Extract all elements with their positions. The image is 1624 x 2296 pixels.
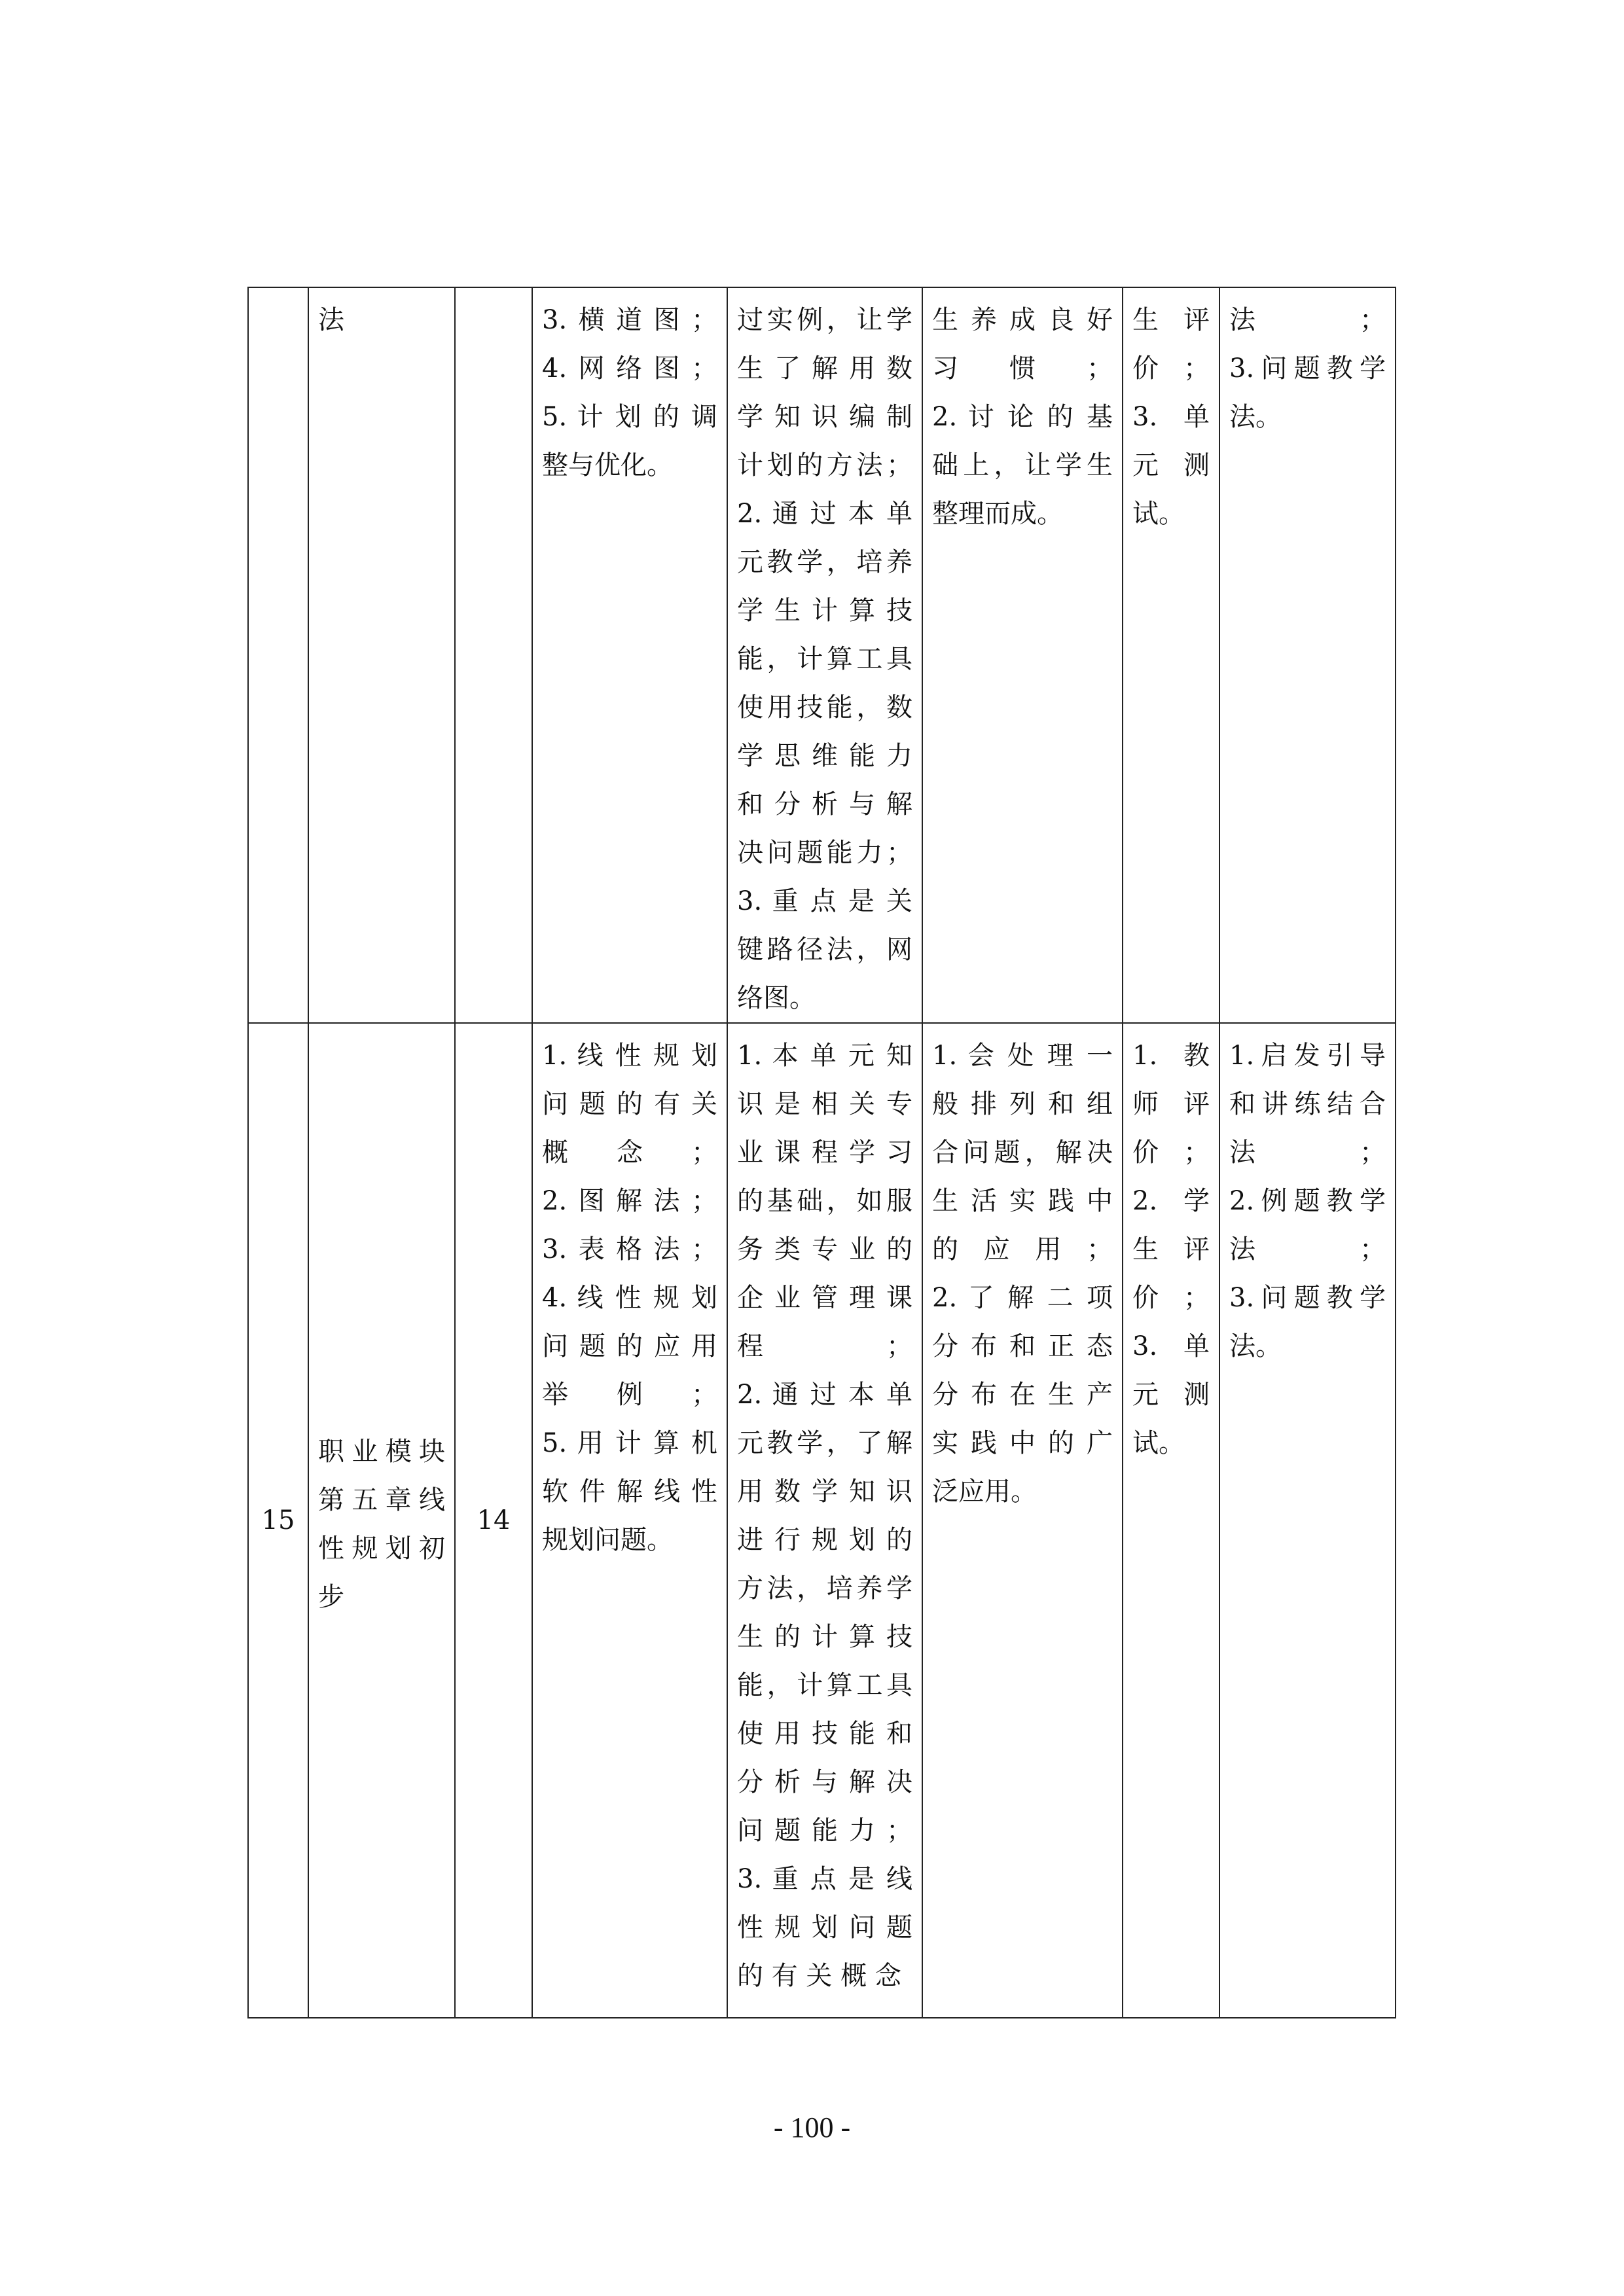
course-table bbox=[247, 287, 1396, 2018]
cell-line: 元教学，了解 bbox=[737, 1428, 912, 1458]
cell-line: 5. 计 划 的 调 bbox=[542, 402, 717, 432]
cell-line: 1. 本 单 元 知 bbox=[737, 1041, 912, 1071]
cell-line: 决问题能力； bbox=[737, 838, 912, 868]
cell-line: 3.问题教学 bbox=[1229, 1283, 1386, 1313]
cell-line: 2.图解法； bbox=[542, 1186, 717, 1216]
page-number: - 100 - bbox=[773, 2111, 851, 2144]
cell-line: 学 思 维 能 力 bbox=[737, 741, 912, 771]
cell-line: 师 评 bbox=[1132, 1089, 1210, 1119]
cell-hours: 14 bbox=[455, 1023, 532, 2018]
cell-line: 程； bbox=[737, 1331, 912, 1361]
table-row bbox=[248, 1023, 1396, 2018]
cell-line: 3.问题教学 bbox=[1229, 353, 1386, 384]
cell-line: 2. 通 过 本 单 bbox=[737, 499, 912, 529]
cell-line: 价； bbox=[1132, 1283, 1210, 1313]
cell-line: 第五章线 bbox=[318, 1485, 445, 1515]
cell-content bbox=[532, 287, 727, 1023]
cell-line: 举例； bbox=[542, 1380, 717, 1410]
cell-practice bbox=[922, 287, 1123, 1023]
cell-line: 规划问题。 bbox=[542, 1525, 673, 1555]
cell-line: 过实例，让学 bbox=[737, 305, 912, 335]
cell-line: 4.网络图； bbox=[542, 353, 717, 384]
cell-line: 3. 重 点 是 关 bbox=[737, 886, 912, 916]
cell-line: 分 布 在 生 产 bbox=[932, 1380, 1113, 1410]
cell-line: 的基础，如服 bbox=[737, 1186, 912, 1216]
cell-line: 法； bbox=[1229, 1234, 1386, 1265]
cell-requirements bbox=[727, 1023, 922, 2018]
cell-line: 生 了 解 用 数 bbox=[737, 353, 912, 384]
course-table-body bbox=[248, 287, 1396, 2018]
cell-line: 使用技能，数 bbox=[737, 692, 912, 723]
cell-line: 和讲练结合 bbox=[1229, 1089, 1386, 1119]
cell-line: 务 类 专 业 的 bbox=[737, 1234, 912, 1265]
cell-line: 5. 用 计 算 机 bbox=[542, 1428, 717, 1458]
cell-module bbox=[308, 287, 455, 1023]
cell-line: 络图。 bbox=[737, 983, 816, 1013]
cell-no: 15 bbox=[248, 1023, 308, 2018]
cell-line: 础上，让学生 bbox=[932, 450, 1113, 480]
cell-line: 般 排 列 和 组 bbox=[932, 1089, 1113, 1119]
cell-line: 性 规 划 问 题 bbox=[737, 1912, 912, 1943]
table-row bbox=[248, 287, 1396, 1023]
cell-line: 1.启发引导 bbox=[1229, 1041, 1386, 1071]
cell-line: 1. 会 处 理 一 bbox=[932, 1041, 1113, 1071]
cell-line: 1. 线 性 规 划 bbox=[542, 1041, 717, 1071]
cell-line: 实 践 中 的 广 bbox=[932, 1428, 1113, 1458]
cell-line: 分 析 与 解 决 bbox=[737, 1767, 912, 1797]
cell-line: 试。 bbox=[1132, 499, 1185, 529]
cell-line: 2. 讨 论 的 基 bbox=[932, 402, 1113, 432]
cell-line: 习惯； bbox=[932, 353, 1113, 384]
cell-assessment bbox=[1123, 287, 1219, 1023]
cell-line: 1. 教 bbox=[1132, 1041, 1210, 1071]
cell-line: 能，计算工具 bbox=[737, 1670, 912, 1700]
cell-line: 的应用； bbox=[932, 1234, 1113, 1265]
cell-line: 法。 bbox=[1229, 402, 1282, 432]
cell-line: 识 是 相 关 专 bbox=[737, 1089, 912, 1119]
cell-line: 生 的 计 算 技 bbox=[737, 1622, 912, 1652]
cell-line: 用 数 学 知 识 bbox=[737, 1477, 912, 1507]
cell-module bbox=[308, 1023, 455, 2018]
cell-line: 整与优化。 bbox=[542, 450, 673, 480]
cell-line: 法； bbox=[1229, 305, 1386, 335]
cell-assessment bbox=[1123, 1023, 1219, 2018]
cell-line: 4. 线 性 规 划 bbox=[542, 1283, 717, 1313]
cell-line: 职业模块 bbox=[318, 1437, 445, 1467]
cell-line: 能，计算工具 bbox=[737, 644, 912, 674]
cell-line: 法 bbox=[318, 305, 344, 335]
cell-line: 问 题 的 应 用 bbox=[542, 1331, 717, 1361]
cell-line: 键路径法，网 bbox=[737, 935, 912, 965]
cell-line: 概念； bbox=[542, 1138, 717, 1168]
cell-line: 企 业 管 理 课 bbox=[737, 1283, 912, 1313]
cell-line: 学 生 计 算 技 bbox=[737, 596, 912, 626]
cell-line: 3. 单 bbox=[1132, 1331, 1210, 1361]
cell-line: 3.表格法； bbox=[542, 1234, 717, 1265]
cell-line: 业 课 程 学 习 bbox=[737, 1138, 912, 1168]
cell-line: 软 件 解 线 性 bbox=[542, 1477, 717, 1507]
cell-line: 2.例题教学 bbox=[1229, 1186, 1386, 1216]
cell-no bbox=[248, 287, 308, 1023]
cell-line: 泛应用。 bbox=[932, 1477, 1037, 1507]
cell-line: 元 测 bbox=[1132, 1380, 1210, 1410]
cell-line: 使 用 技 能 和 bbox=[737, 1719, 912, 1749]
cell-line: 性规划初 bbox=[318, 1534, 445, 1564]
cell-line: 的 有 关 概 念 bbox=[737, 1961, 901, 1991]
cell-line: 生 评 bbox=[1132, 305, 1210, 335]
cell-hours bbox=[455, 287, 532, 1023]
cell-line: 试。 bbox=[1132, 1428, 1185, 1458]
cell-line: 进 行 规 划 的 bbox=[737, 1525, 912, 1555]
cell-line: 生 养 成 良 好 bbox=[932, 305, 1113, 335]
cell-methods bbox=[1219, 1023, 1396, 2018]
cell-line: 价； bbox=[1132, 353, 1210, 384]
cell-content bbox=[532, 1023, 727, 2018]
cell-line: 价； bbox=[1132, 1138, 1210, 1168]
cell-line: 计划的方法； bbox=[737, 450, 912, 480]
cell-line: 3. 单 bbox=[1132, 402, 1210, 432]
cell-line: 2. 通 过 本 单 bbox=[737, 1380, 912, 1410]
cell-line: 法。 bbox=[1229, 1331, 1282, 1361]
cell-line: 3.横道图； bbox=[542, 305, 717, 335]
cell-methods bbox=[1219, 287, 1396, 1023]
cell-line: 和 分 析 与 解 bbox=[737, 789, 912, 819]
cell-line: 方法，培养学 bbox=[737, 1573, 912, 1604]
cell-line: 步 bbox=[318, 1582, 344, 1612]
cell-line: 2. 学 bbox=[1132, 1186, 1210, 1216]
cell-line: 法； bbox=[1229, 1138, 1386, 1168]
cell-line: 合问题，解决 bbox=[932, 1138, 1113, 1168]
cell-line: 元 测 bbox=[1132, 450, 1210, 480]
cell-line: 生 评 bbox=[1132, 1234, 1210, 1265]
cell-line: 3. 重 点 是 线 bbox=[737, 1864, 912, 1894]
cell-requirements bbox=[727, 287, 922, 1023]
cell-line: 问 题 的 有 关 bbox=[542, 1089, 717, 1119]
cell-line: 生 活 实 践 中 bbox=[932, 1186, 1113, 1216]
cell-line: 问题能力； bbox=[737, 1816, 912, 1846]
cell-line: 分 布 和 正 态 bbox=[932, 1331, 1113, 1361]
cell-line: 整理而成。 bbox=[932, 499, 1063, 529]
cell-line: 学 知 识 编 制 bbox=[737, 402, 912, 432]
cell-line: 元教学，培养 bbox=[737, 547, 912, 577]
cell-practice bbox=[922, 1023, 1123, 2018]
cell-line: 2. 了 解 二 项 bbox=[932, 1283, 1113, 1313]
